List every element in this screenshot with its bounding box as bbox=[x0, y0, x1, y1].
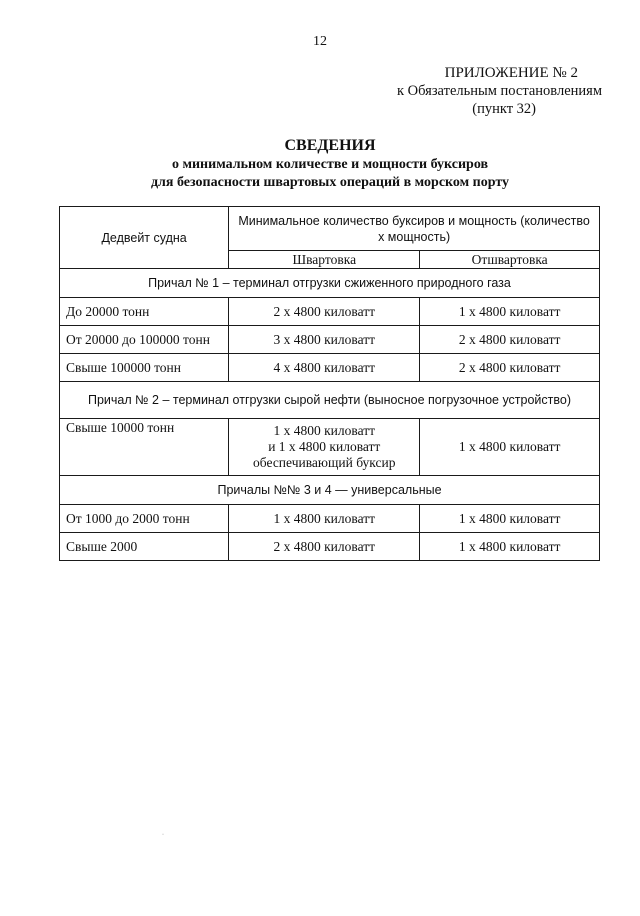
header-unmooring: Отшвартовка bbox=[420, 251, 600, 269]
cell-mooring-line-3: обеспечивающий буксир bbox=[253, 455, 396, 470]
section-row bbox=[60, 382, 600, 419]
table-row bbox=[60, 419, 600, 476]
cell-deadweight: От 20000 до 100000 тонн bbox=[60, 326, 229, 354]
title-subheading-1: о минимальном количестве и мощности буксиров bbox=[171, 157, 489, 172]
title-heading: СВЕДЕНИЯ bbox=[284, 137, 376, 154]
cell-deadweight: Свыше 10000 тонн bbox=[60, 419, 229, 476]
table-row bbox=[60, 326, 600, 354]
section-row bbox=[60, 269, 600, 298]
section-title-berths-3-4: Причалы №№ 3 и 4 — универсальные bbox=[60, 476, 600, 505]
cell-mooring: 2 х 4800 киловатт bbox=[229, 298, 420, 326]
page-number: 12 bbox=[313, 34, 327, 49]
table-row bbox=[60, 354, 600, 382]
header-tug-group: Минимальное количество буксиров и мощность (количество х мощность) bbox=[229, 207, 600, 251]
section-title-berth-1: Причал № 1 – терминал отгрузки сжиженного природного газа bbox=[60, 269, 600, 298]
cell-unmooring: 2 х 4800 киловатт bbox=[420, 326, 600, 354]
cell-unmooring: 1 х 4800 киловатт bbox=[420, 419, 600, 476]
header-mooring: Швартовка bbox=[229, 251, 420, 269]
scan-speck: · bbox=[162, 832, 164, 838]
section-row bbox=[60, 476, 600, 505]
cell-mooring: 2 х 4800 киловатт bbox=[229, 533, 420, 561]
cell-deadweight: От 1000 до 2000 тонн bbox=[60, 505, 229, 533]
table-row bbox=[60, 298, 600, 326]
cell-unmooring: 1 х 4800 киловатт bbox=[420, 533, 600, 561]
appendix-clause: (пункт 32) bbox=[472, 101, 536, 117]
appendix-block bbox=[340, 64, 602, 118]
cell-unmooring: 2 х 4800 киловатт bbox=[420, 354, 600, 382]
cell-mooring bbox=[229, 419, 420, 476]
cell-deadweight: Свыше 100000 тонн bbox=[60, 354, 229, 382]
cell-mooring: 4 х 4800 киловатт bbox=[229, 354, 420, 382]
table-row bbox=[60, 505, 600, 533]
header-deadweight: Дедвейт судна bbox=[60, 207, 229, 269]
table-header-row bbox=[60, 207, 600, 251]
cell-unmooring: 1 х 4800 киловатт bbox=[420, 505, 600, 533]
document-title bbox=[0, 136, 640, 192]
cell-mooring-line-2: и 1 х 4800 киловатт bbox=[268, 439, 381, 454]
table-row bbox=[60, 533, 600, 561]
cell-mooring-line-1: 1 х 4800 киловатт bbox=[273, 423, 376, 438]
section-title-berth-2: Причал № 2 – терминал отгрузки сырой нефти (выносное погрузочное устройство) bbox=[60, 382, 600, 419]
cell-deadweight: Свыше 2000 bbox=[60, 533, 229, 561]
appendix-title: ПРИЛОЖЕНИЕ № 2 bbox=[444, 65, 578, 81]
cell-deadweight: До 20000 тонн bbox=[60, 298, 229, 326]
cell-mooring: 1 х 4800 киловатт bbox=[229, 505, 420, 533]
appendix-reference: к Обязательным постановлениям bbox=[397, 83, 602, 99]
tug-requirements-table bbox=[59, 206, 600, 561]
title-subheading-2: для безопасности швартовых операций в морском порту bbox=[150, 175, 510, 190]
cell-mooring: 3 х 4800 киловатт bbox=[229, 326, 420, 354]
cell-unmooring: 1 х 4800 киловатт bbox=[420, 298, 600, 326]
